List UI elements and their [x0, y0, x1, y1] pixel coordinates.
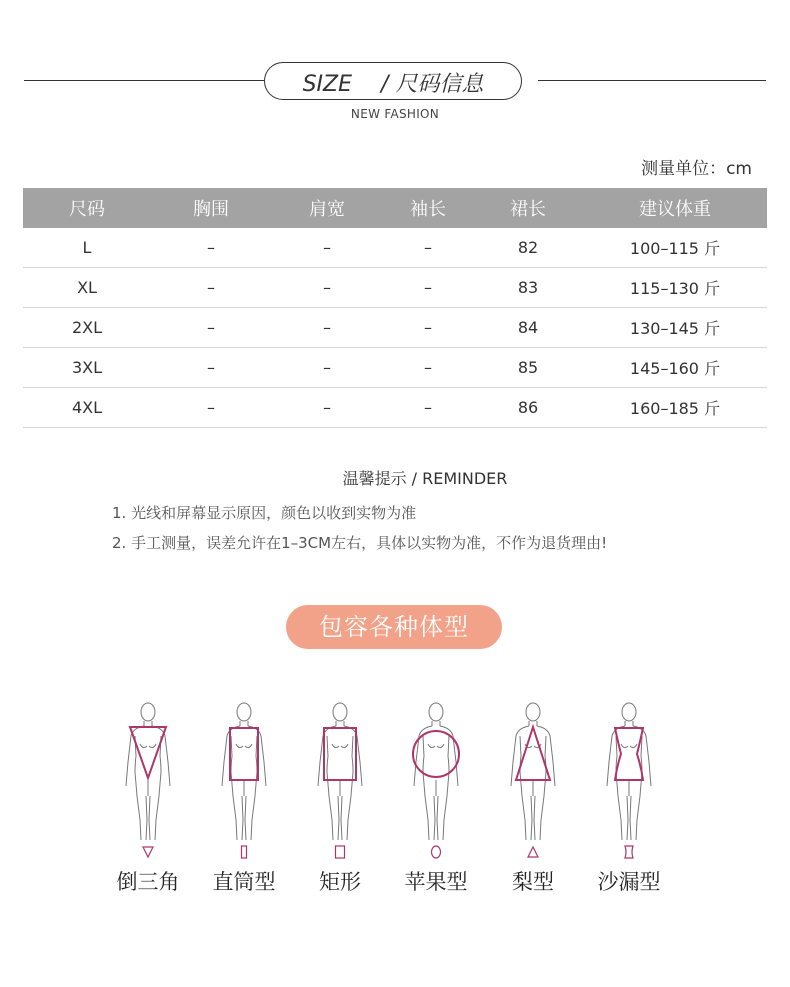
reminder-title: 温馨提示 / REMINDER	[342, 469, 508, 488]
table-cell: 100–115 斤	[583, 228, 767, 268]
title-pill	[264, 62, 522, 100]
header-rule-right	[538, 80, 766, 81]
table-cell: –	[151, 308, 271, 348]
body-outline	[332, 744, 348, 748]
body-type-label: 梨型	[512, 870, 554, 894]
table-header-cell: 袖长	[383, 188, 473, 228]
table-header-cell: 胸围	[151, 188, 271, 228]
rectangle-narrow-overlay	[230, 728, 258, 780]
reminder-line: 2. 手工测量，误差允许在1–3CM左右，具体以实物为准，不作为退货理由!	[112, 534, 608, 552]
table-cell: –	[151, 348, 271, 388]
body-type-label: 沙漏型	[597, 870, 661, 894]
body-types-badge: 包容各种体型	[286, 605, 502, 649]
body-figure-rectangle-narrow	[209, 700, 279, 850]
table-cell: –	[151, 388, 271, 428]
table-cell: 84	[473, 308, 583, 348]
table-cell: –	[383, 268, 473, 308]
inverted-triangle-icon	[138, 843, 158, 861]
body-outline	[236, 744, 252, 748]
title-en: SIZE	[302, 72, 353, 97]
body-type-label: 矩形	[319, 870, 361, 894]
body-figure-inverted-triangle	[113, 700, 183, 850]
body-outline	[222, 726, 266, 786]
table-cell: –	[271, 388, 383, 428]
body-outline	[434, 780, 438, 840]
table-cell: 86	[473, 388, 583, 428]
table-cell: –	[271, 228, 383, 268]
circle-overlay	[413, 731, 459, 777]
body-figure-circle	[401, 700, 471, 850]
table-cell: –	[383, 228, 473, 268]
table-cell: 130–145 斤	[583, 308, 767, 348]
header-rule-left	[24, 80, 264, 81]
page-title	[265, 67, 521, 98]
table-header-cell: 建议体重	[583, 188, 767, 228]
table-cell: 160–185 斤	[583, 388, 767, 428]
body-outline	[242, 780, 246, 840]
table-cell: –	[383, 308, 473, 348]
body-outline	[140, 744, 156, 748]
body-outline	[625, 721, 633, 726]
unit-label: 测量单位：cm	[641, 159, 752, 179]
table-header-cell: 肩宽	[271, 188, 383, 228]
hourglass-overlay	[615, 728, 643, 780]
body-figure-triangle	[498, 700, 568, 850]
body-outline	[531, 780, 535, 840]
body-outline	[141, 703, 155, 721]
title-cn: / 尺码信息	[381, 72, 484, 97]
triangle-icon	[523, 843, 543, 861]
table-cell: –	[383, 388, 473, 428]
body-outline	[333, 703, 347, 721]
body-outline	[428, 744, 444, 748]
table-cell: 3XL	[23, 348, 151, 388]
body-type-label: 苹果型	[404, 870, 468, 894]
table-cell: –	[271, 308, 383, 348]
table-cell: –	[271, 268, 383, 308]
table-row	[23, 308, 767, 348]
table-header-cell: 裙长	[473, 188, 583, 228]
body-outline	[237, 703, 251, 721]
body-outline	[240, 721, 248, 726]
body-type-label: 倒三角	[116, 870, 180, 894]
table-cell: XL	[23, 268, 151, 308]
size-table	[23, 188, 767, 428]
table-header-cell: 尺码	[23, 188, 151, 228]
table-cell: –	[151, 268, 271, 308]
table-cell: 115–130 斤	[583, 268, 767, 308]
body-outline	[144, 721, 152, 726]
body-outline	[146, 780, 150, 840]
table-row	[23, 388, 767, 428]
rectangle-overlay	[324, 728, 356, 780]
table-cell: 145–160 斤	[583, 348, 767, 388]
body-type-label: 直筒型	[212, 870, 276, 894]
hourglass-icon	[619, 843, 639, 861]
table-cell: –	[271, 348, 383, 388]
reminder-line: 1. 光线和屏幕显示原因，颜色以收到实物为准	[112, 504, 417, 522]
body-outline	[621, 744, 637, 748]
body-outline	[432, 721, 440, 726]
table-row	[23, 348, 767, 388]
table-cell: 82	[473, 228, 583, 268]
body-figure-hourglass	[594, 700, 664, 850]
table-header-row	[23, 188, 767, 228]
body-figure-rectangle	[305, 700, 375, 850]
table-cell: –	[383, 348, 473, 388]
body-outline	[526, 703, 540, 721]
rectangle-icon	[330, 843, 350, 861]
subtitle: NEW FASHION	[350, 107, 440, 121]
body-outline	[429, 703, 443, 721]
body-outline	[622, 703, 636, 721]
body-outline	[607, 726, 651, 786]
circle-icon	[426, 843, 446, 861]
table-cell: L	[23, 228, 151, 268]
table-cell: 83	[473, 268, 583, 308]
rectangle-narrow-icon	[234, 843, 254, 861]
body-outline	[338, 780, 342, 840]
body-outline	[336, 721, 344, 726]
table-row	[23, 268, 767, 308]
table-cell: 4XL	[23, 388, 151, 428]
table-cell: –	[151, 228, 271, 268]
table-row	[23, 228, 767, 268]
body-outline	[627, 780, 631, 840]
table-cell: 85	[473, 348, 583, 388]
table-cell: 2XL	[23, 308, 151, 348]
